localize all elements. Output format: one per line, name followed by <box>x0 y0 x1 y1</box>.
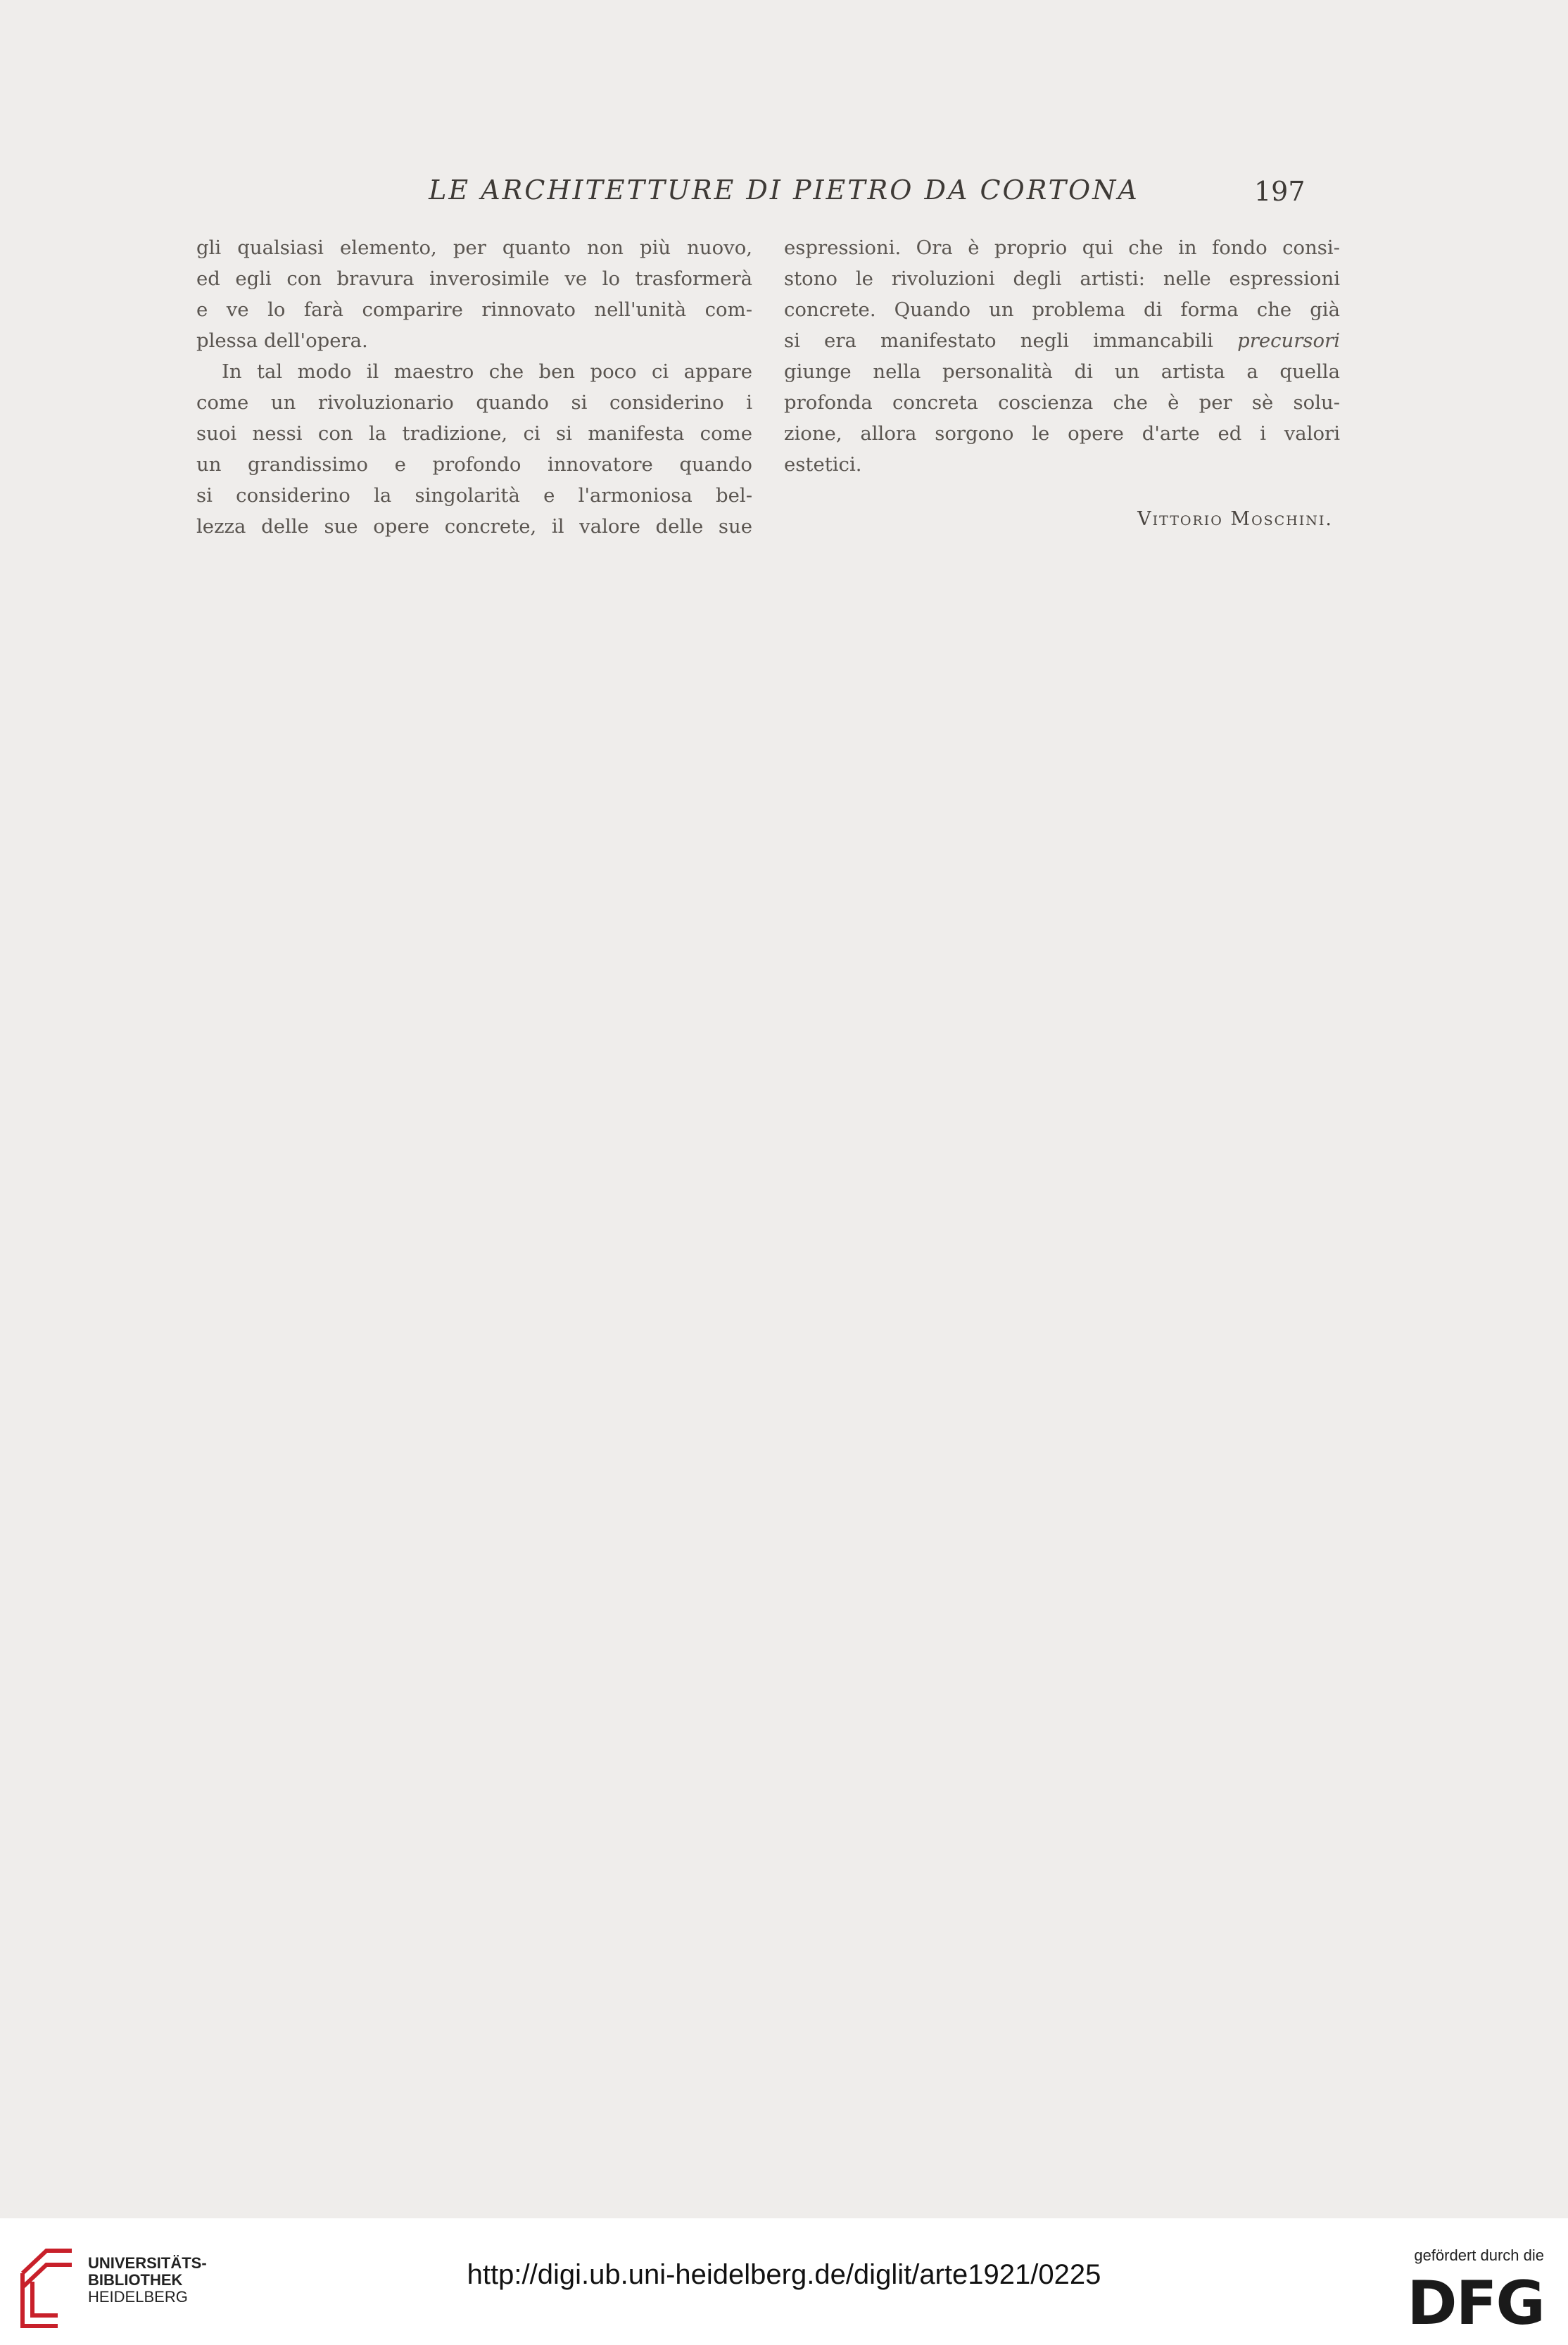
library-name-line: UNIVERSITÄTS- <box>88 2254 207 2272</box>
funding-caption: gefördert durch die <box>1414 2246 1544 2264</box>
dfg-logo: DFG <box>1407 2268 1544 2339</box>
text-line: plessa dell'opera. <box>196 329 368 352</box>
digitization-footer <box>0 2218 1568 2345</box>
italic-word: precursori <box>1237 329 1340 352</box>
text-line: un grandissimo e profondo innovatore quando <box>196 453 752 476</box>
text-line: e ve lo farà comparire rinnovato nell'unità com- <box>196 298 752 321</box>
text-line: profonda concreta coscienza che è per sè solu- <box>784 391 1340 414</box>
text-line: estetici. <box>784 453 862 476</box>
text-line: concrete. Quando un problema di forma che già <box>784 298 1340 321</box>
source-url-link[interactable]: http://digi.ub.uni-heidelberg.de/diglit/arte1921/0225 <box>467 2259 1101 2290</box>
text-line: suoi nessi con la tradizione, ci si manifesta come <box>196 422 752 445</box>
text-line-with-italic <box>784 325 1340 356</box>
text-segment: si era manifestato negli immancabili <box>784 329 1213 352</box>
text-line: zione, allora sorgono le opere d'arte ed i valori <box>784 422 1340 445</box>
library-name-line: BIBLIOTHEK <box>88 2271 183 2289</box>
text-line: espressioni. Ora è proprio qui che in fondo consi- <box>784 236 1340 259</box>
right-column <box>784 232 1340 480</box>
text-line: gli qualsiasi elemento, per quanto non più nuovo, <box>196 236 752 259</box>
text-line: lezza delle sue opere concrete, il valore delle sue <box>196 515 752 538</box>
text-line: giunge nella personalità di un artista a quella <box>784 360 1340 383</box>
library-name-line: HEIDELBERG <box>88 2288 188 2306</box>
author-signature: Vittorio Moschini. <box>1137 508 1333 530</box>
text-line: si considerino la singolarità e l'armoniosa bel- <box>196 484 752 507</box>
running-title: LE ARCHITETTURE DI PIETRO DA CORTONA <box>429 175 1139 206</box>
text-line: In tal modo il maestro che ben poco ci appare <box>222 360 752 383</box>
page-number: 197 <box>1254 176 1305 207</box>
text-line: come un rivoluzionario quando si considerino i <box>196 391 752 414</box>
text-line: ed egli con bravura inverosimile ve lo trasformerà <box>196 267 752 290</box>
left-column <box>196 232 752 542</box>
text-line: stono le rivoluzioni degli artisti: nelle espressioni <box>784 267 1340 290</box>
